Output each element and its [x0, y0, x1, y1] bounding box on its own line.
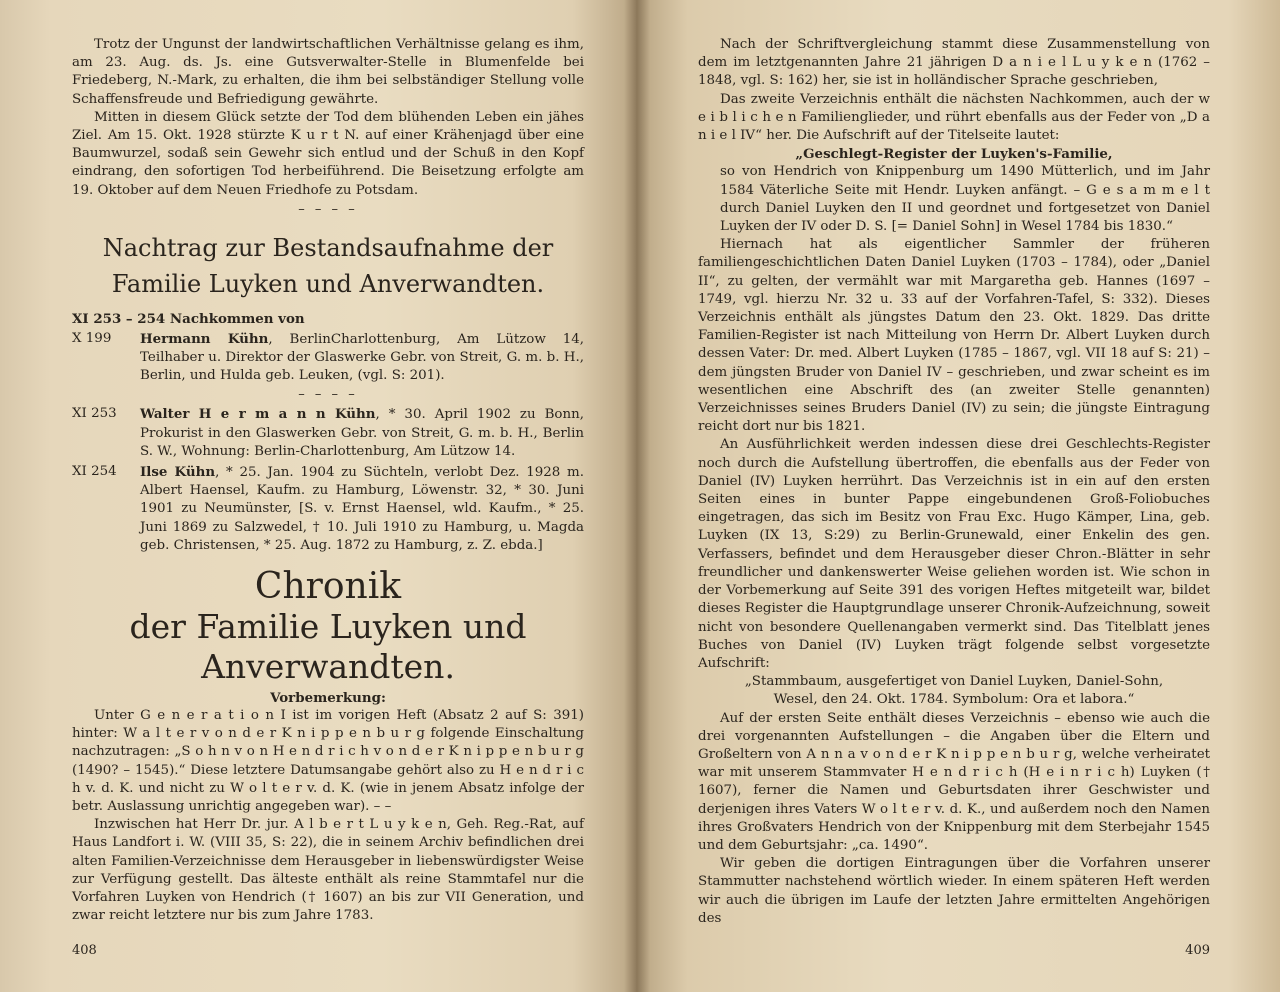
entry-code: XI 254 [72, 464, 117, 480]
paragraph: Hiernach hat als eigentlicher Sammler der früheren familiengeschichtlichen Daten Daniel Luyken (1703 – 1784), oder „Daniel II“, zu gelten, der vermählt war mit Margaretha geb. Hannes (1697 – 1749, vgl. hierzu Nr. 32 u. 33 auf der Vorfahren-Tafel, S: 332). Dieses Verzeichnis enthält als jüngstes Datum den 23. Okt. 1829. Das dritte Familien-Register ist nach Mitteilung von Herrn Dr. Albert Luyken durch dessen Vater: Dr. med. Albert Luyken (1785 – 1867, vgl. VII 18 auf S: 21) – dem jüngsten Bruder von Daniel IV – geschrieben, und zwar scheint es im wesentlichen eine Abschrift des (an zweiter Stelle genannten) Verzeichnisses seines Bruders Daniel (IV) zu sein; die jüngste Eintragung reicht dort nur bis 1821. [698, 237, 1210, 435]
quote-body: so von Hendrich von Knippenburg um 1490 Mütterlich, und im Jahr 1584 Väterliche Seite mit Hendr. Luyken anfängt. – G e s a m m e l t durch Daniel Luyken den II und geordnet und fortgesetzet von Daniel Luyken der IV oder D. S. [= Daniel Sohn] in Wesel 1784 bis 1830.“ [720, 164, 1210, 235]
quote-title: „Geschlegt-Register der Luyken's-Familie, [795, 146, 1113, 163]
entry-details: , * 30. April 1902 zu Bonn, Prokurist in den Glaswerken Gebr. von Streit, G. m. b. H., Berlin S. W., Wohnung: Berlin-Charlottenburg, Am Lützow 14. [140, 407, 584, 459]
entry-text [140, 463, 584, 555]
entry-details: , BerlinCharlottenburg, Am Lützow 14, Teilhaber u. Direktor der Glaswerke Gebr. von Streit, G. m. b. H., Berlin, und Hulda geb. Leuken, (vgl. S: 201). [140, 331, 584, 384]
paragraph: Trotz der Ungunst der landwirtschaftlichen Verhältnisse gelang es ihm, am 23. Aug. ds. Js. eine Gutsverwalter-Stelle in Blumenfelde bei Friedeberg, N.-Mark, zu erhalten, die ihm bei selbständiger Stellung volle Schaffensfreude und Befriedigung gewährte. [72, 37, 584, 107]
genealogy-entry [72, 330, 584, 386]
paragraph: Das zweite Verzeichnis enthält die nächsten Nachkommen, auch der w e i b l i c h e n Familienglieder, und rührt ebenfalls aus der Feder von „D a n i e l IV“ her. Die Aufschrift auf der Titelseite lautet: [698, 91, 1210, 144]
nachkommen-heading: XI 253 – 254 Nachkommen von [72, 310, 305, 327]
separator: – – – – [298, 201, 358, 217]
paragraph: Auf der ersten Seite enthält dieses Verzeichnis – ebenso wie auch die drei vorgenannten Aufstellungen – die Angaben über die Eltern und Großeltern von A n n a v o n d e r K n i p p e n b u r g, welche verheiratet war mit unserem Stammvater H e n d r i c h (H e i n r i c h) Luyken († 1607), ferner die Namen und Geburtsdaten ihrer Geschwister und derjenigen ihres Vaters W o l t e r v. d. K., und außerdem noch den Namen ihres Großvaters Hendrich von der Knippenburg mit dem Sterbejahr 1545 und dem Geburtsjahr: „ca. 1490“. [698, 710, 1210, 853]
entry-text [140, 330, 584, 386]
page-number: 408 [72, 943, 97, 958]
paragraph: Wir geben die dortigen Eintragungen über die Vorfahren unserer Stammutter nachstehend wörtlich wieder. In einem späteren Heft werden wir auch die übrigen im Laufe der letzten Jahre ermittelten Angehörigen des [698, 856, 1210, 926]
section-title: Nachtrag zur Bestandsaufnahme der Familie Luyken und Anverwandten. [102, 233, 554, 298]
entry-name: Ilse Kühn [140, 464, 216, 481]
chronik-subtitle: der Familie Luyken und Anverwandten. [129, 607, 527, 687]
entry-name: Walter H e r m a n n Kühn [140, 406, 376, 423]
vorbemerkung-heading: Vorbemerkung: [270, 690, 386, 707]
quote-line: „Stammbaum, ausgefertiget von Daniel Luyken, Daniel-Sohn, [744, 674, 1164, 690]
paragraph: Inzwischen hat Herr Dr. jur. A l b e r t L u y k e n, Geh. Reg.-Rat, auf Haus Landfort i. W. (VIII 35, S: 22), die in seinem Archiv befindlichen drei alten Familien-Verzeichnisse dem Herausgeber in liebenswürdigster Weise zur Verfügung gestellt. Das älteste enthält als reine Stammtafel nur die Vorfahren Luyken von Hendrich († 1607) an bis zur VII Generation, und zwar reicht letztere nur bis zum Jahre 1783. [72, 817, 584, 924]
separator: – – – – [298, 387, 358, 403]
paragraph: An Ausführlichkeit werden indessen diese drei Geschlechts-Register noch durch die Aufstellung übertroffen, die ebenfalls aus der Feder von Daniel (IV) Luyken herrührt. Das Verzeichnis ist in ein auf den ersten Seiten eines in bunter Pappe eingebundenen Groß-Foliobuches eingetragen, das sich im Besitz von Frau Exc. Hugo Kämper, Lina, geb. Luyken (IX 13, S:29) zu Berlin-Grunewald, einer Enkelin des gen. Verfassers, befindet und dem Herausgeber dieser Chron.-Blätter in sehr freundlicher und dankenswerter Weise geliehen worden ist. Wie schon in der Vorbemerkung auf Seite 391 des vorigen Heftes mitgeteilt war, bildet dieses Register die Hauptgrundlage unserer Chronik-Aufzeichnung, soweit nicht von besondere Quellenangaben vermerkt sind. Das Titelblatt jenes Buches von Daniel (IV) Luyken trägt folgende selbst vorgesetzte Aufschrift: [698, 437, 1210, 671]
entry-details: , * 25. Jan. 1904 zu Süchteln, verlobt Dez. 1928 m. Albert Haensel, Kaufm. zu Hamburg, Löwenstr. 32, * 30. Juni 1901 zu Neumünster, [S. v. Ernst Haensel, wld. Kaufm., * 25. Juni 1869 zu Salzwedel, † 10. Juli 1910 zu Hamburg, u. Magda geb. Christensen, * 25. Aug. 1872 zu Hamburg, z. Z. ebda.] [140, 465, 584, 553]
paragraph: Nach der Schriftvergleichung stammt diese Zusammenstellung von dem im letztgenannten Jahre 21 jährigen D a n i e l L u y k e n (1762 – 1848, vgl. S: 162) her, sie ist in holländischer Sprache geschrieben, [698, 37, 1210, 89]
chronik-title: Chronik [254, 566, 402, 608]
genealogy-entry [72, 463, 584, 555]
entry-name: Hermann Kühn [140, 330, 269, 347]
quote-line: Wesel, den 24. Okt. 1784. Symbolum: Ora et labora.“ [773, 692, 1135, 708]
entry-code: X 199 [72, 330, 112, 346]
entry-text [140, 405, 584, 461]
right-page [636, 0, 1280, 992]
genealogy-entry [72, 405, 584, 461]
paragraph: Unter G e n e r a t i o n I ist im vorigen Heft (Absatz 2 auf S: 391) hinter: W a l t e r v o n d e r K n i p p e n b u r g folgende Einschaltung nachzutragen: „S o h n v o n H e n d r i c h v o n d e r K n i p p e n b u r g (1490? – 1545).“ Diese letztere Datumsangabe gehört also zu H e n d r i c h v. d. K. und nicht zu W o l t e r v. d. K. (wie in jenem Absatz infolge der betr. Auslassung unrichtig angegeben war). – – [72, 708, 584, 815]
left-page [0, 0, 636, 992]
paragraph: Mitten in diesem Glück setzte der Tod dem blühenden Leben ein jähes Ziel. Am 15. Okt. 1928 stürzte K u r t N. auf einer Krähenjagd über eine Baumwurzel, sodaß sein Gewehr sich entlud und der Schuß in den Kopf eindrang, den sofortigen Tod herbeiführend. Die Beisetzung erfolgte am 19. Oktober auf dem Neuen Friedhofe zu Potsdam. [72, 109, 584, 198]
page-number: 409 [1185, 943, 1210, 958]
entry-code: XI 253 [72, 406, 117, 422]
